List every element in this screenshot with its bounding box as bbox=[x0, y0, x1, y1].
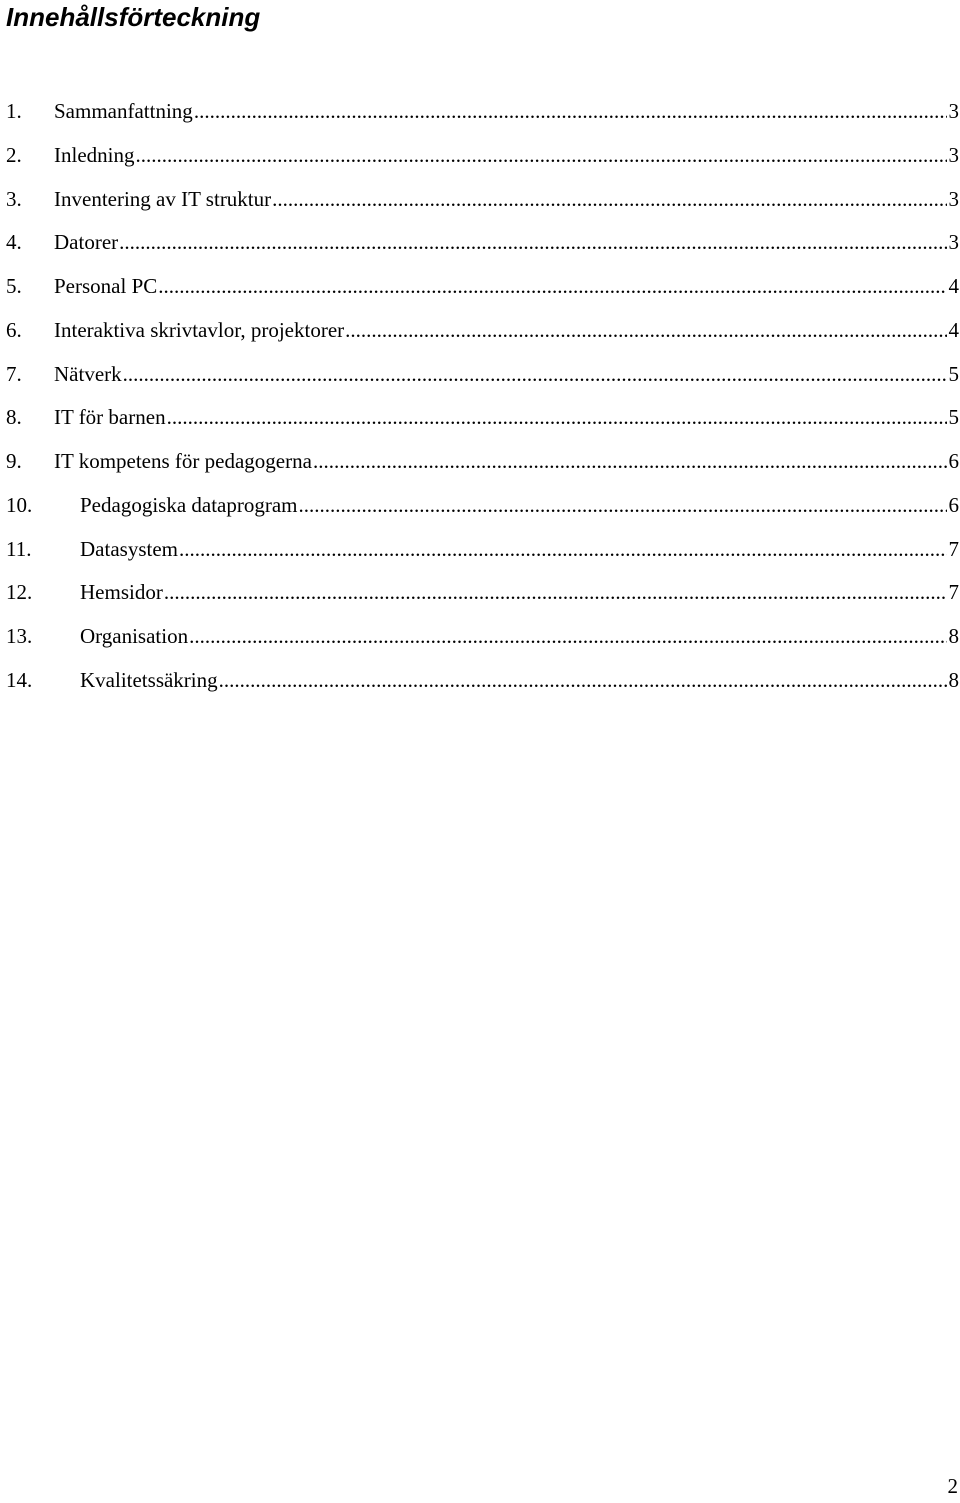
toc-entry-number: 2. bbox=[6, 142, 22, 167]
toc-entry-12[interactable] bbox=[6, 577, 959, 621]
dot-leader bbox=[299, 490, 947, 520]
toc-entry-label[interactable]: Pedagogiska dataprogram bbox=[80, 492, 298, 517]
toc-entry-label[interactable]: Nätverk bbox=[54, 361, 122, 386]
toc-entry-5[interactable] bbox=[6, 271, 959, 315]
page-number: 2 bbox=[947, 1474, 958, 1498]
toc-entry-label[interactable]: Datasystem bbox=[80, 536, 178, 561]
toc-entry-number: 8. bbox=[6, 405, 22, 430]
toc-entry-2[interactable] bbox=[6, 140, 959, 184]
toc-entry-label[interactable]: Inventering av IT struktur bbox=[54, 186, 272, 211]
dot-leader bbox=[179, 534, 947, 564]
dot-leader bbox=[313, 446, 947, 476]
toc-entry-number: 9. bbox=[6, 449, 22, 473]
toc-entry-page[interactable]: 3 bbox=[948, 230, 959, 255]
dot-leader bbox=[135, 140, 946, 170]
toc-entry-page[interactable]: 8 bbox=[948, 667, 959, 692]
toc-entry-page[interactable]: 3 bbox=[948, 142, 959, 167]
dot-leader bbox=[189, 621, 946, 651]
toc-entry-number: 14. bbox=[6, 667, 33, 692]
toc-entry-number: 13. bbox=[6, 624, 33, 648]
toc-entry-page[interactable]: 5 bbox=[948, 361, 959, 386]
toc-entry-7[interactable] bbox=[6, 359, 959, 403]
dot-leader bbox=[219, 665, 947, 695]
toc-entry-label[interactable]: Sammanfattning bbox=[54, 99, 193, 123]
toc-entry-4[interactable] bbox=[6, 227, 959, 271]
toc-entry-number: 5. bbox=[6, 274, 22, 298]
toc-entry-page[interactable]: 3 bbox=[948, 99, 959, 123]
toc-entry-9[interactable] bbox=[6, 446, 959, 490]
toc-entry-3[interactable] bbox=[6, 184, 959, 228]
dot-leader bbox=[272, 184, 946, 214]
toc-entry-label[interactable]: IT för barnen bbox=[54, 405, 166, 430]
toc-entry-number: 1. bbox=[6, 99, 22, 123]
toc-entry-label[interactable]: Inledning bbox=[54, 142, 135, 167]
toc-entry-1[interactable] bbox=[6, 96, 959, 140]
toc-entry-number: 4. bbox=[6, 230, 22, 255]
toc-entry-page[interactable]: 4 bbox=[948, 317, 959, 342]
toc-entry-label[interactable]: Personal PC bbox=[54, 274, 158, 298]
toc-entry-14[interactable] bbox=[6, 665, 959, 709]
toc-entry-number: 6. bbox=[6, 317, 22, 342]
toc-entry-page[interactable]: 4 bbox=[948, 274, 959, 298]
toc-entry-page[interactable]: 6 bbox=[948, 492, 959, 517]
toc-entry-page[interactable]: 8 bbox=[948, 624, 959, 648]
toc-entry-page[interactable]: 7 bbox=[948, 536, 959, 561]
dot-leader bbox=[158, 271, 946, 301]
dot-leader bbox=[164, 577, 947, 607]
toc-entry-11[interactable] bbox=[6, 534, 959, 578]
toc-entry-page[interactable]: 7 bbox=[948, 580, 959, 605]
toc-entry-label[interactable]: Hemsidor bbox=[80, 580, 163, 605]
toc-entry-number: 12. bbox=[6, 580, 33, 605]
toc-entry-page[interactable]: 5 bbox=[948, 405, 959, 430]
toc-entry-page[interactable]: 3 bbox=[948, 186, 959, 211]
toc-entry-label[interactable]: Interaktiva skrivtavlor, projektorer bbox=[54, 317, 345, 342]
toc-entry-number: 3. bbox=[6, 186, 22, 211]
table-of-contents bbox=[6, 96, 959, 709]
toc-entry-6[interactable] bbox=[6, 315, 959, 359]
toc-entry-page[interactable]: 6 bbox=[948, 449, 959, 473]
toc-entry-13[interactable] bbox=[6, 621, 959, 665]
dot-leader bbox=[167, 402, 947, 432]
toc-entry-number: 7. bbox=[6, 361, 22, 386]
dot-leader bbox=[345, 315, 946, 345]
dot-leader bbox=[194, 96, 947, 126]
toc-entry-label[interactable]: IT kompetens för pedagogerna bbox=[54, 449, 312, 473]
toc-entry-label[interactable]: Datorer bbox=[54, 230, 119, 255]
toc-entry-label[interactable]: Kvalitetssäkring bbox=[80, 667, 218, 692]
toc-entry-number: 10. bbox=[6, 492, 33, 517]
toc-entry-10[interactable] bbox=[6, 490, 959, 534]
dot-leader bbox=[119, 227, 946, 257]
page-title: Innehållsförteckning bbox=[6, 2, 261, 32]
toc-entry-label[interactable]: Organisation bbox=[80, 624, 189, 648]
toc-entry-8[interactable] bbox=[6, 402, 959, 446]
toc-entry-number: 11. bbox=[6, 536, 32, 561]
dot-leader bbox=[123, 359, 947, 389]
